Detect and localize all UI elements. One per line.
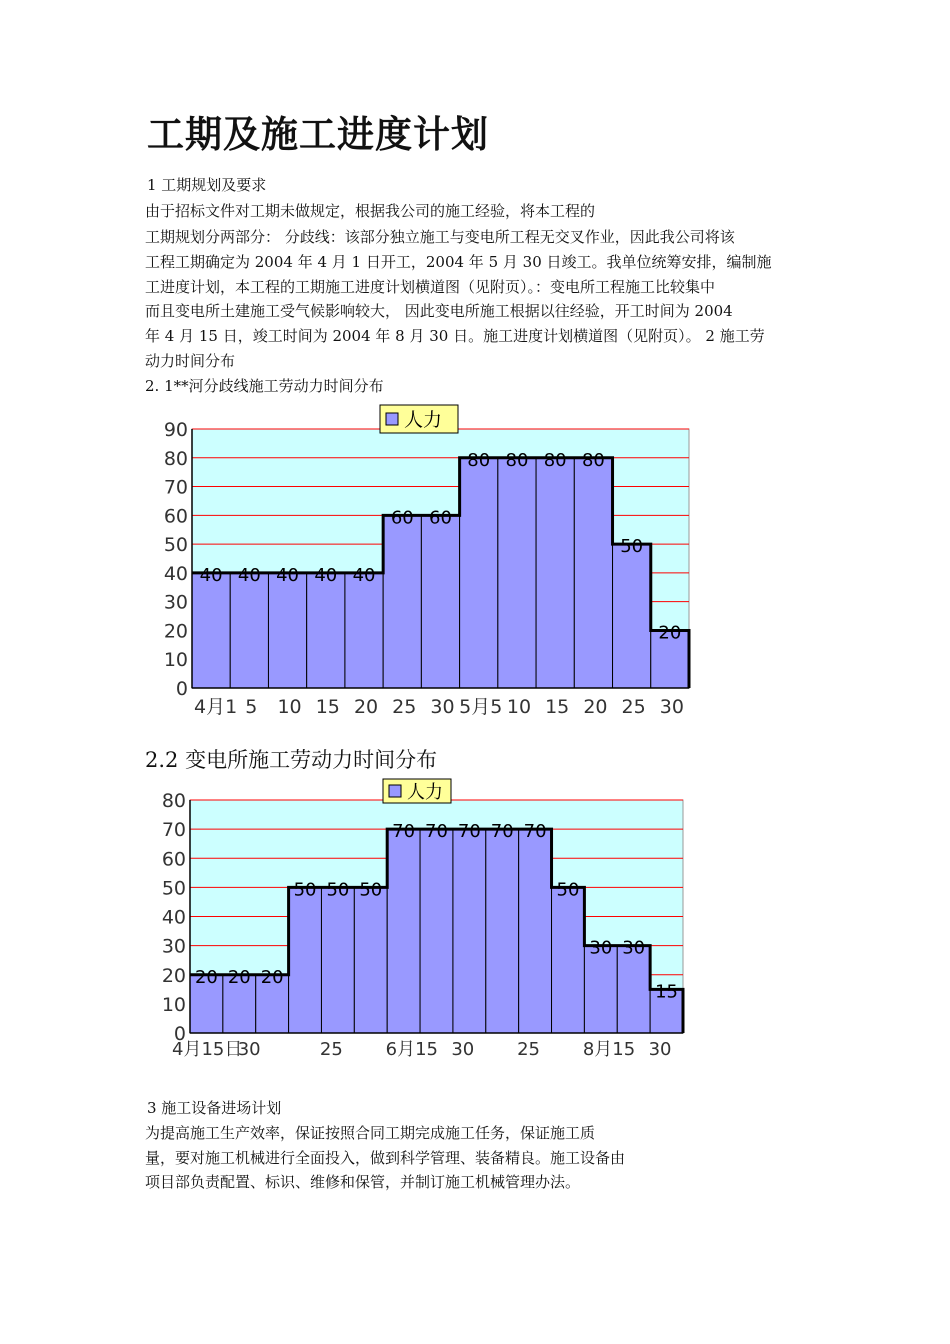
- data-label: 20: [227, 966, 251, 988]
- x-tick-label: 8月15: [582, 1039, 636, 1060]
- y-tick-label: 40: [161, 906, 186, 929]
- x-tick-label: 20: [353, 696, 379, 718]
- paragraph-line: 项目部负责配置、标识、维修和保管，并制订施工机械管理办法。: [145, 1173, 581, 1191]
- bar: [192, 573, 230, 688]
- y-tick-label: 70: [163, 476, 188, 499]
- data-label: 40: [237, 564, 261, 586]
- bar: [460, 458, 498, 688]
- paragraph-line: 而且变电所土建施工受气候影响较大， 因此变电所施工根据以往经验，开工时间为 2004: [145, 302, 733, 320]
- section1-heading: 1 工期规划及要求: [147, 176, 267, 194]
- x-tick-label: 10: [277, 696, 302, 718]
- chart-labor-branch-line: [150, 400, 710, 725]
- data-label: 15: [655, 981, 679, 1003]
- legend-label: 人力: [404, 409, 443, 431]
- data-label: 40: [199, 564, 223, 586]
- paragraph-line: 为提高施工生产效率，保证按照合同工期完成施工任务，保证施工质: [145, 1124, 596, 1142]
- bar: [519, 829, 552, 1033]
- data-label: 80: [467, 449, 491, 471]
- x-tick-label: 30: [430, 696, 455, 718]
- y-tick-label: 70: [161, 819, 186, 842]
- page-title: 工期及施工进度计划: [147, 112, 489, 156]
- paragraph-line: 工期规划分两部分： 分歧线：该部分独立施工与变电所工程无交叉作业，因此我公司将该: [145, 228, 735, 246]
- y-tick-label: 20: [163, 620, 188, 643]
- data-label: 40: [276, 564, 300, 586]
- y-tick-label: 10: [163, 649, 188, 672]
- data-label: 70: [523, 821, 547, 843]
- x-tick-label: 25: [319, 1039, 343, 1060]
- data-label: 80: [543, 449, 567, 471]
- x-tick-label: 15: [315, 696, 340, 718]
- y-tick-label: 50: [163, 534, 188, 557]
- paragraph-line: 量，要对施工机械进行全面投入，做到科学管理、装备精良。施工设备由: [145, 1149, 626, 1167]
- y-tick-label: 50: [161, 877, 186, 900]
- section3-heading: 3 施工设备进场计划: [147, 1099, 282, 1117]
- bar: [420, 829, 453, 1033]
- bar: [421, 515, 459, 688]
- x-tick-label: 5: [245, 696, 258, 718]
- data-label: 50: [293, 879, 317, 901]
- data-label: 20: [658, 622, 682, 644]
- x-tick-label: 4月1: [194, 696, 238, 718]
- x-tick-label: 15: [545, 696, 570, 718]
- paragraph-line: 由于招标文件对工期未做规定，根据我公司的施工经验，将本工程的: [145, 202, 596, 220]
- y-tick-label: 0: [173, 1023, 186, 1045]
- bar: [354, 887, 387, 1033]
- data-label: 20: [194, 966, 218, 988]
- data-label: 60: [429, 507, 452, 529]
- data-label: 50: [620, 536, 644, 558]
- x-tick-label: 30: [451, 1039, 475, 1060]
- data-label: 80: [505, 449, 529, 471]
- bar: [574, 458, 612, 688]
- x-tick-label: 30: [659, 696, 684, 718]
- x-tick-label: 25: [392, 696, 417, 718]
- data-label: 70: [490, 821, 514, 843]
- x-tick-label: 5月5: [459, 696, 503, 718]
- data-label: 60: [390, 507, 414, 529]
- data-label: 70: [392, 821, 416, 843]
- bar: [383, 515, 421, 688]
- y-tick-label: 90: [163, 419, 188, 441]
- y-tick-label: 80: [161, 790, 186, 812]
- data-label: 80: [581, 449, 605, 471]
- data-label: 50: [326, 879, 350, 901]
- paragraph-line: 工进度计划，本工程的工期施工进度计划横道图（见附页）。：变电所工程施工比较集中: [145, 278, 716, 296]
- x-tick-label: 30: [648, 1039, 672, 1060]
- data-label: 70: [457, 821, 481, 843]
- bar: [498, 458, 536, 688]
- data-label: 40: [352, 564, 376, 586]
- y-tick-label: 30: [161, 935, 186, 958]
- data-label: 40: [314, 564, 338, 586]
- y-tick-label: 40: [163, 562, 188, 585]
- legend-swatch: [389, 785, 401, 797]
- paragraph-line: 工程工期确定为 2004 年 4 月 1 日开工，2004 年 5 月 30 日竣工。我单位统筹安排，编制施: [145, 253, 772, 271]
- paragraph-line: 年 4 月 15 日，竣工时间为 2004 年 8 月 30 日。施工进度计划横道图（见附页）。 2 施工劳: [145, 327, 765, 345]
- legend-label: 人力: [407, 782, 443, 803]
- y-tick-label: 10: [161, 993, 186, 1016]
- section2-heading: 2.2 变电所施工劳动力时间分布: [145, 748, 438, 772]
- bar: [387, 829, 420, 1033]
- paragraph-line: 动力时间分布: [145, 352, 236, 370]
- y-tick-label: 80: [163, 447, 188, 470]
- x-tick-label: 30: [237, 1039, 261, 1060]
- data-label: 50: [556, 879, 580, 901]
- bar: [268, 573, 306, 688]
- bar: [230, 573, 268, 688]
- bar: [617, 946, 650, 1033]
- bar: [486, 829, 519, 1033]
- bar: [307, 573, 345, 688]
- data-label: 20: [260, 966, 284, 988]
- x-tick-label: 25: [621, 696, 646, 718]
- bar: [289, 887, 322, 1033]
- data-label: 30: [589, 937, 613, 959]
- x-tick-label: 4月15日: [172, 1039, 243, 1060]
- data-label: 30: [622, 937, 646, 959]
- bar: [536, 458, 574, 688]
- bar: [552, 887, 585, 1033]
- bar: [584, 946, 617, 1033]
- legend-swatch: [386, 413, 398, 425]
- x-tick-label: 6月15: [385, 1039, 438, 1060]
- bar: [613, 544, 651, 688]
- x-tick-label: 25: [517, 1039, 541, 1060]
- x-tick-label: 20: [583, 696, 608, 718]
- y-tick-label: 0: [175, 678, 188, 700]
- bar: [345, 573, 383, 688]
- chart-labor-substation: [150, 775, 710, 1065]
- y-tick-label: 60: [161, 848, 186, 871]
- bar: [453, 829, 486, 1033]
- y-tick-label: 20: [161, 964, 186, 987]
- y-tick-label: 30: [163, 591, 188, 614]
- x-tick-label: 10: [506, 696, 532, 718]
- y-tick-label: 60: [163, 505, 188, 528]
- bar: [321, 887, 354, 1033]
- data-label: 70: [425, 821, 448, 843]
- data-label: 50: [359, 879, 383, 901]
- subsection-heading: 2. 1**河分歧线施工劳动力时间分布: [145, 377, 384, 395]
